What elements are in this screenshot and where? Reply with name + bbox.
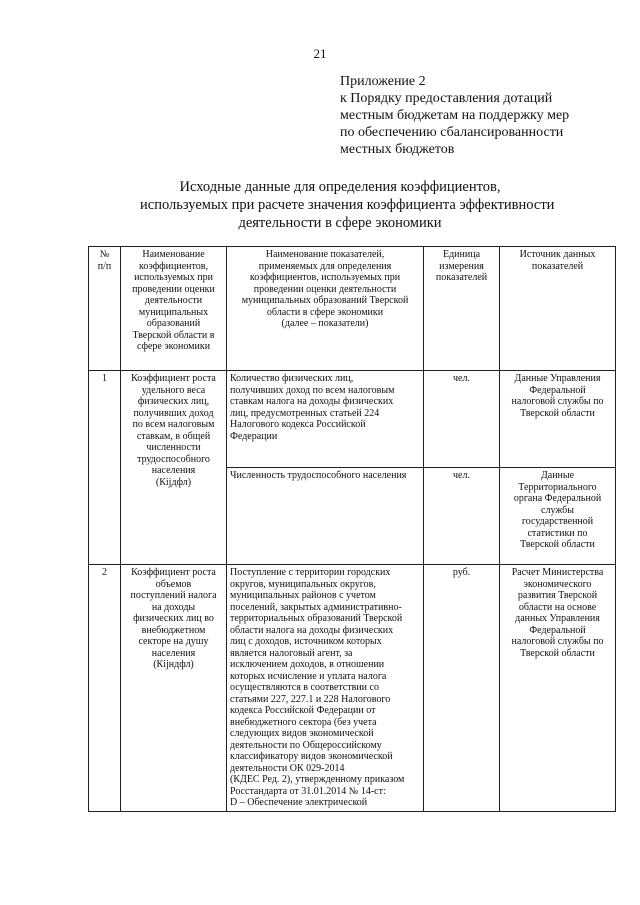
appendix-line: местным бюджетам на поддержку мер (340, 108, 570, 123)
appendix-line: местных бюджетов (340, 142, 455, 157)
row-2-coefficient-name: Коэффициент роста объемов поступлений налога на доходы физических лиц во внебюджетном секторе на душу населения (Кijндфл) (121, 565, 227, 812)
page-number: 21 (313, 46, 327, 61)
row-1-num: 1 (89, 371, 121, 565)
header-source: Источник данных показателей (500, 247, 616, 371)
title-line: Исходные данные для определения коэффициентов, (179, 179, 501, 195)
row-1-unit-1: чел. (424, 371, 500, 468)
row-2-source: Расчет Министерства экономического развития Тверской области на основе данных Управления Федеральной налоговой службы по Тверской области (500, 565, 616, 812)
appendix-reference (340, 73, 630, 158)
header-num: № п/п (89, 247, 121, 371)
header-unit: Единица измерения показателей (424, 247, 500, 371)
appendix-line: к Порядку предоставления дотаций (340, 91, 553, 106)
row-1-source-1: Данные Управления Федеральной налоговой службы по Тверской области (500, 371, 616, 468)
table-row (89, 565, 616, 812)
appendix-line: Приложение 2 (340, 74, 426, 89)
title-line: используемых при расчете значения коэффициента эффективности (140, 197, 555, 213)
row-1-unit-2: чел. (424, 468, 500, 565)
row-1-source-2: Данные Территориального органа Федеральной службы государственной статистики по Тверской области (500, 468, 616, 565)
row-1-coefficient-name: Коэффициент роста удельного веса физических лиц, получивших доход по всем налоговым ставкам, в общей численности трудоспособного населения (Кijдфл) (121, 371, 227, 565)
title-line: деятельности в сфере экономики (238, 215, 442, 231)
document-title (140, 178, 555, 232)
row-1-indicator-1: Количество физических лиц, получивших доход по всем налоговым ставкам налога на доходы физических лиц, предусмотренных статьей 224 Налогового кодекса Российской Федерации (227, 371, 424, 468)
header-coefficient-name: Наименование коэффициентов, используемых при проведении оценки деятельности муниципальных образований Тверской области в сфере экономики (121, 247, 227, 371)
table-header-row (89, 247, 616, 371)
appendix-line: по обеспечению сбалансированности (340, 125, 564, 140)
row-1-indicator-2: Численность трудоспособного населения (227, 468, 424, 565)
coefficients-table (88, 246, 616, 812)
table-row (89, 371, 616, 468)
row-2-indicator: Поступление с территории городских округов, муниципальных округов, муниципальных районов с учетом поселений, закрытых административно- территориальных образований Тверской области налога на доходы физических лиц с доходов, источником которых является налоговый агент, за исключением доходов, в отношении которых исчисление и уплата налога осуществляются в соответствии со статьями 227, 227.1 и 228 Налогового кодекса Российской Федерации от внебюджетного сектора (без учета следующих видов экономической деятельности по Общероссийскому классификатору видов экономической деятельности ОК 029-2014 (КДЕС Ред. 2), утвержденному приказом Росстандарта от 31.01.2014 № 14-ст: D – Обеспечение электрической (227, 565, 424, 812)
row-2-num: 2 (89, 565, 121, 812)
row-2-unit: руб. (424, 565, 500, 812)
header-indicator-name: Наименование показателей, применяемых для определения коэффициентов, используемых при проведении оценки деятельности муниципальных образований Тверской области в сфере экономики (далее – показатели) (227, 247, 424, 371)
